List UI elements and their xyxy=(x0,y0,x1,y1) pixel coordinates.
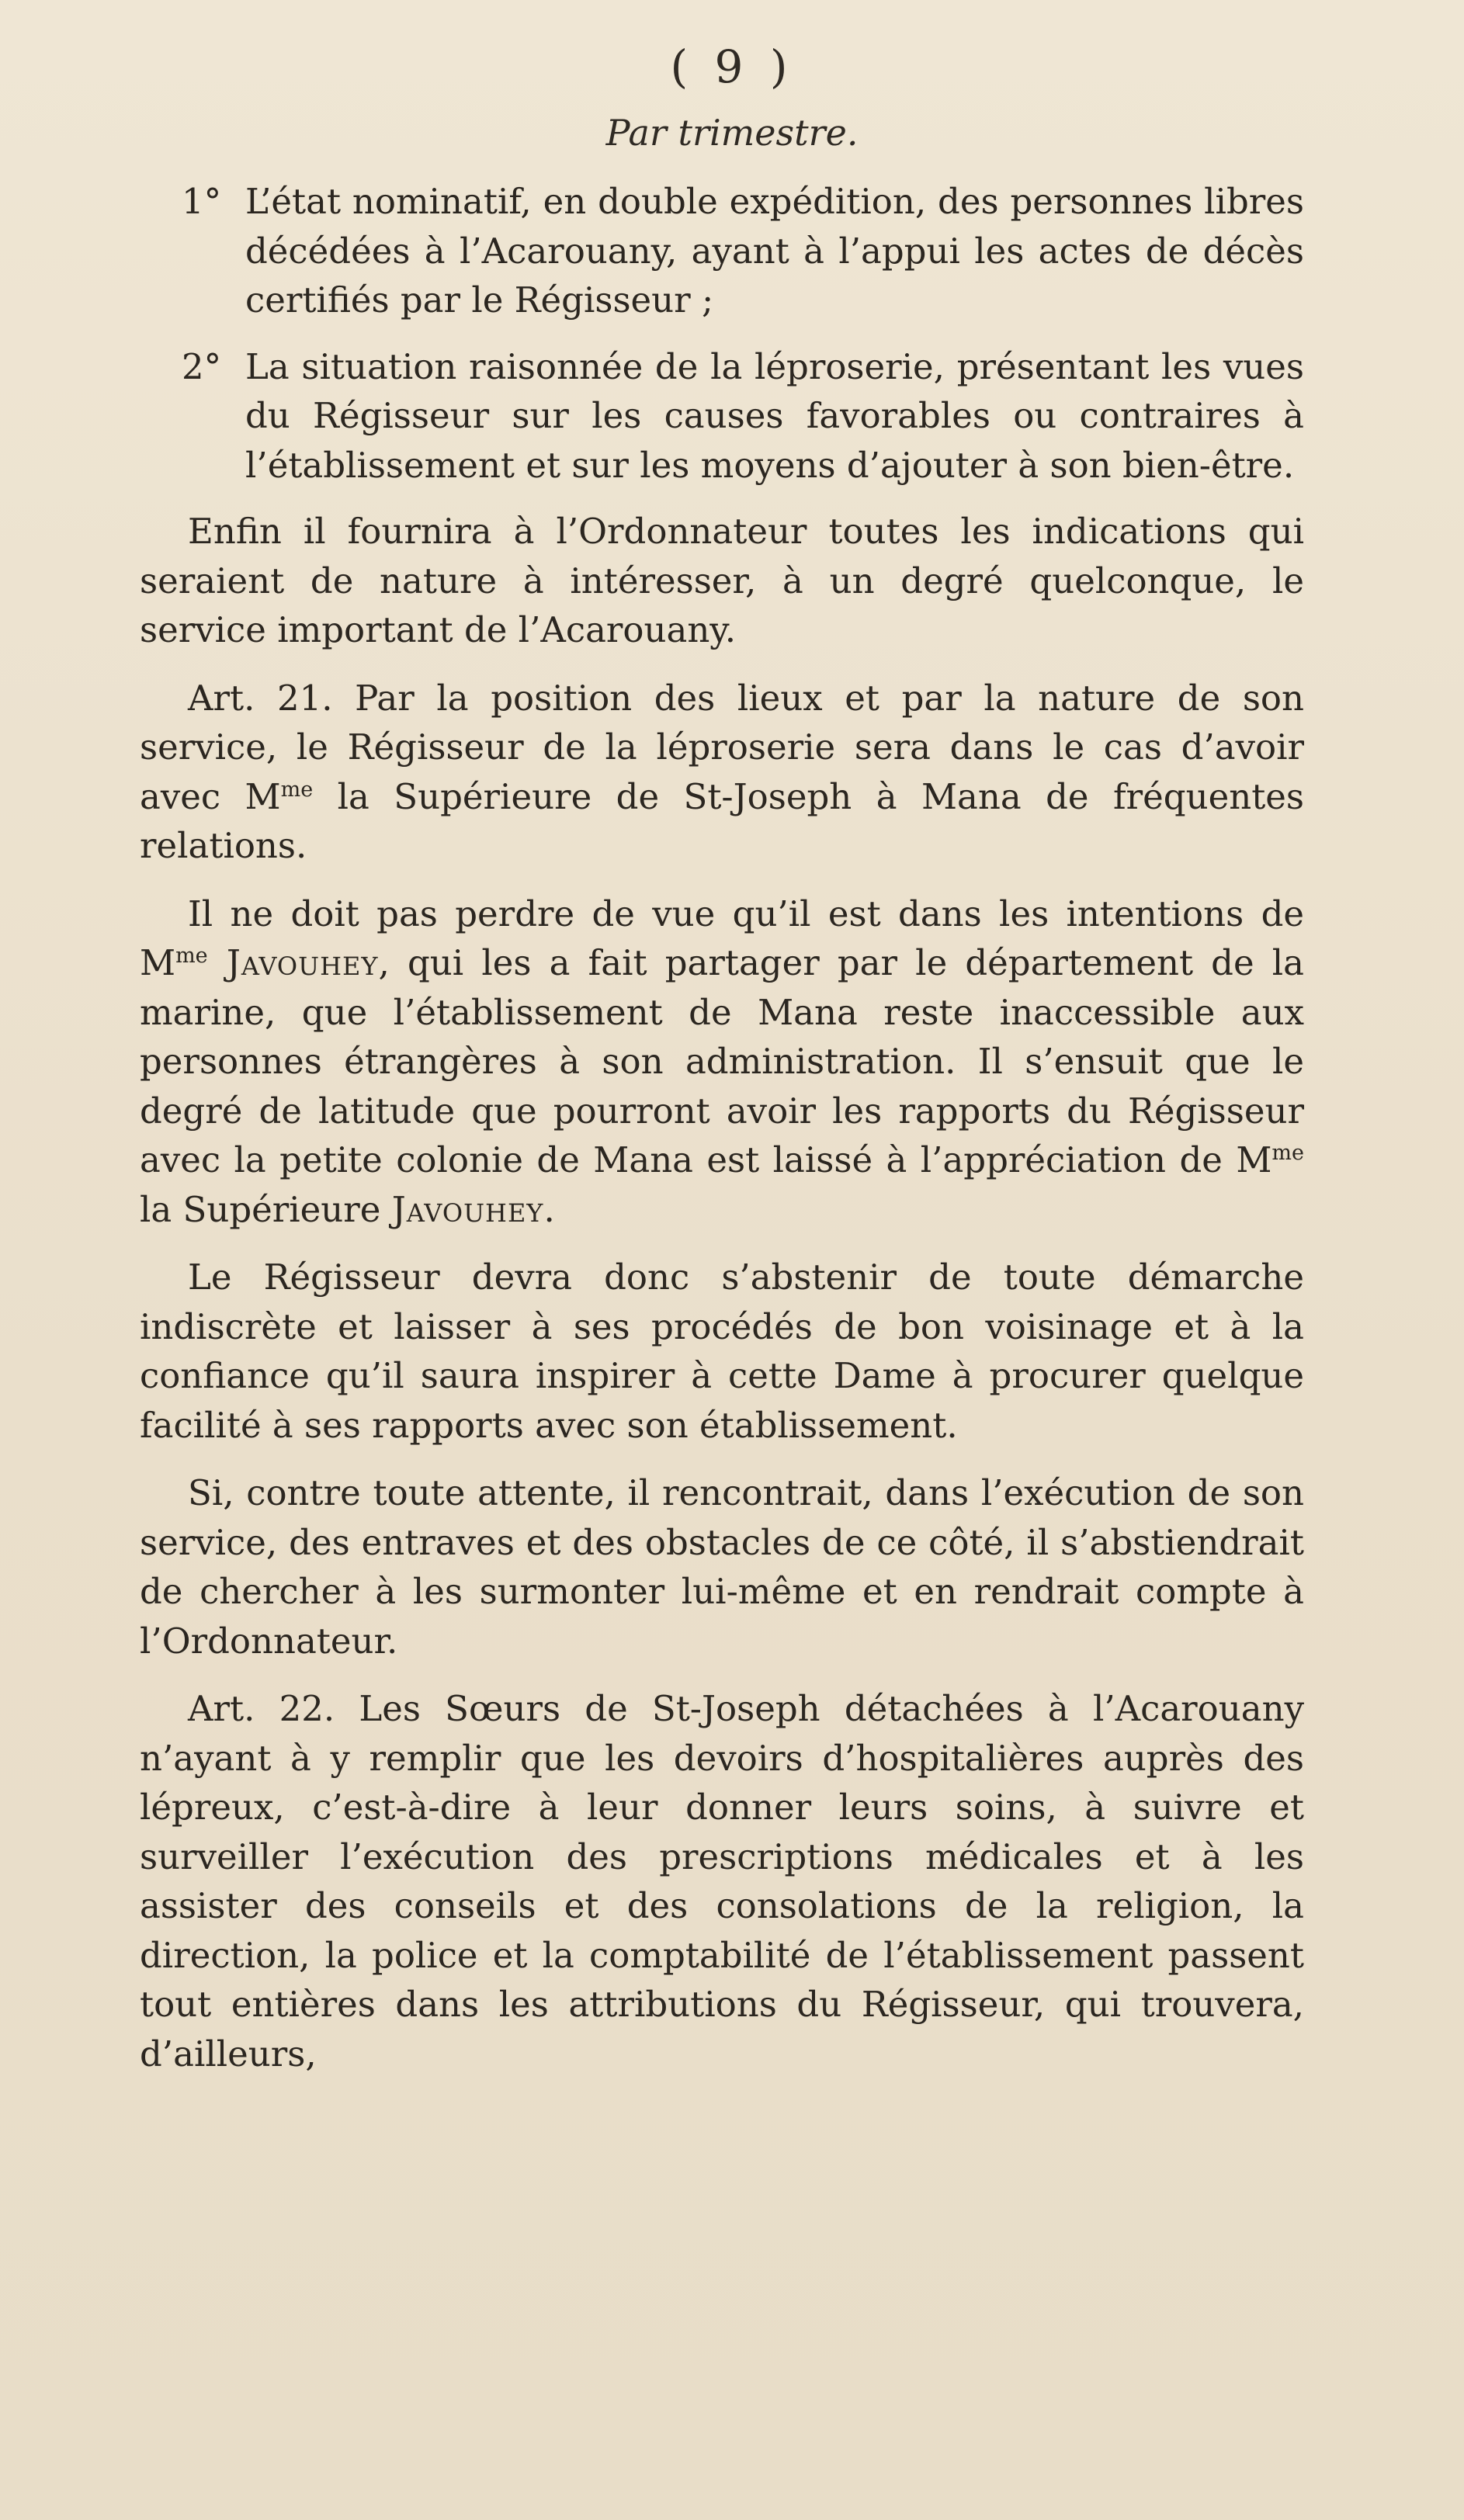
paragraph xyxy=(140,889,1304,1235)
text-run: Art. 21. Par la position des lieux et par la nature de son service, le Régisseur de la léproserie sera dans le cas d’avoir avec M xyxy=(140,677,1304,817)
text-run: la Supérieure xyxy=(140,1188,392,1230)
paragraph: Le Régisseur devra donc s’abstenir de toute démarche indiscrète et laisser à ses procédés de bon voisinage et à la confiance qu’il saura inspirer à cette Dame à procurer quelque facilité à ses rapports avec son établissement. xyxy=(140,1257,1304,1446)
body-text xyxy=(140,177,1304,2097)
paragraph: Si, contre toute attente, il rencontrait, dans l’exécution de son service, des entraves et des obstacles de ce côté, il s’abstiendrait de chercher à les surmonter lui-même et en rendrait compte à l’Ordonnateur. xyxy=(140,1472,1304,1662)
list-item xyxy=(182,342,1304,490)
page-number: ( 9 ) xyxy=(670,40,794,93)
text-run: , qui les a fait partager par le département de la marine, que l’établissement de Mana reste inaccessible aux personnes étrangères à son administration. Il s’ensuit que le degré de latitude que pourront avoir les rapports du Régisseur avec la petite colonie de Mana est laissé à l’appréciation de M xyxy=(140,942,1304,1180)
superscript: me xyxy=(175,944,208,968)
item-text: L’état nominatif, en double expédition, des personnes libres décédées à l’Acarouany, ayant à l’appui les actes de décès certifiés par le Régisseur ; xyxy=(245,181,1304,321)
item-text: La situation raisonnée de la léproserie, présentant les vues du Régisseur sur les causes favorables ou contraires à l’établissement et sur les moyens d’ajouter à son bien-être. xyxy=(245,345,1304,486)
paragraph-article-21 xyxy=(140,674,1304,871)
text-run: la Supérieure de St-Joseph à Mana de fréquentes relations. xyxy=(140,775,1305,866)
item-number: 1° xyxy=(182,181,222,222)
paragraph-article-22: Art. 22. Les Sœurs de St-Joseph détachées à l’Acarouany n’ayant à y remplir que les devoirs d’hospitalières auprès des lépreux, c’est-à-dire à leur donner leurs soins, à suivre et surveiller l’exécution des prescriptions médicales et à les assister des conseils et des consolations de la religion, la direction, la police et la comptabilité de l’établissement passent tout entières dans les attributions du Régisseur, qui trouvera, d’ailleurs, xyxy=(140,1688,1304,2075)
proper-name: Javouhey xyxy=(391,1188,544,1230)
superscript: me xyxy=(280,777,314,802)
list-item xyxy=(182,177,1304,325)
item-number: 2° xyxy=(182,345,222,387)
paragraph: Enfin il fournira à l’Ordonnateur toutes les indications qui seraient de nature à intéresser, à un degré quelconque, le service important de l’Acarouany. xyxy=(140,511,1304,650)
text-run: . xyxy=(543,1188,555,1230)
superscript: me xyxy=(1271,1141,1304,1165)
proper-name: Javouhey xyxy=(207,942,379,983)
running-head: Par trimestre. xyxy=(605,112,859,154)
text-run: Il ne doit pas perdre de vue qu’il est dans les intentions de M xyxy=(140,893,1304,983)
